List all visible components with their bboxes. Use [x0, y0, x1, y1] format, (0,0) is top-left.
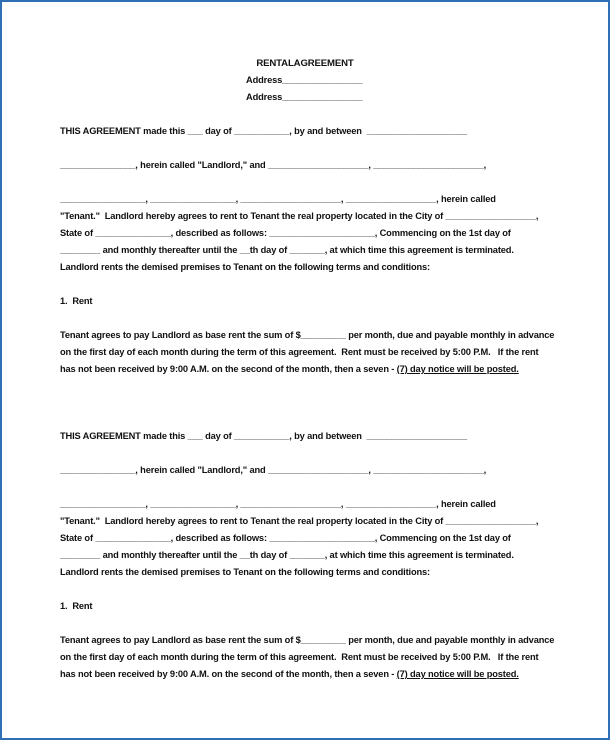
- intro-line: _______________, herein called "Landlord," and ____________________, ______________________,: [60, 465, 487, 475]
- intro-line: "Tenant." Landlord hereby agrees to rent to Tenant the real property located in the City of __________________,: [60, 211, 539, 221]
- intro-line: ________ and monthly thereafter until the __th day of _______, at which time this agreement is terminated.: [60, 550, 514, 560]
- intro-line: Landlord rents the demised premises to Tenant on the following terms and conditions:: [60, 567, 430, 577]
- notice-underlined: (7) day notice will be posted.: [396, 364, 519, 374]
- intro-line: "Tenant." Landlord hereby agrees to rent to Tenant the real property located in the City of __________________,: [60, 516, 539, 526]
- document-title: RENTALAGREEMENT: [256, 58, 354, 69]
- intro-line: ________ and monthly thereafter until the __th day of _______, at which time this agreement is terminated.: [60, 245, 514, 255]
- rent-line: Tenant agrees to pay Landlord as base rent the sum of $_________ per month, due and payable monthly in advance: [60, 330, 555, 340]
- intro-line: THIS AGREEMENT made this ___ day of ___________, by and between ____________________: [60, 431, 468, 441]
- address-line-1: Address________________: [246, 75, 363, 85]
- rent-last-text: has not been received by 9:00 A.M. on the second of the month, then a seven -: [60, 364, 397, 374]
- intro-line: THIS AGREEMENT made this ___ day of ___________, by and between ____________________: [60, 126, 468, 136]
- rent-last-text: has not been received by 9:00 A.M. on the second of the month, then a seven -: [60, 669, 397, 679]
- rent-heading: 1. Rent: [60, 296, 93, 306]
- address-line-2: Address________________: [246, 92, 363, 102]
- notice-underlined: (7) day notice will be posted.: [396, 669, 519, 679]
- rent-heading: 1. Rent: [60, 601, 93, 611]
- intro-line: Landlord rents the demised premises to Tenant on the following terms and conditions:: [60, 262, 430, 272]
- intro-line: _______________, herein called "Landlord," and ____________________, ______________________,: [60, 160, 487, 170]
- rent-line: on the first day of each month during the term of this agreement. Rent must be received by 5:00 P.M. If the rent: [60, 652, 539, 662]
- intro-line: State of _______________, described as follows: _____________________, Commencing on the 1st day of: [60, 533, 511, 543]
- intro-line: State of _______________, described as follows: _____________________, Commencing on the 1st day of: [60, 228, 511, 238]
- rent-line: on the first day of each month during the term of this agreement. Rent must be received by 5:00 P.M. If the rent: [60, 347, 539, 357]
- rent-line: Tenant agrees to pay Landlord as base rent the sum of $_________ per month, due and payable monthly in advance: [60, 635, 555, 645]
- rent-line: [60, 669, 519, 680]
- intro-line: _________________, _________________, ____________________, __________________, herein called: [60, 499, 496, 509]
- rent-line: [60, 364, 519, 375]
- intro-line: _________________, _________________, ____________________, __________________, herein called: [60, 194, 496, 204]
